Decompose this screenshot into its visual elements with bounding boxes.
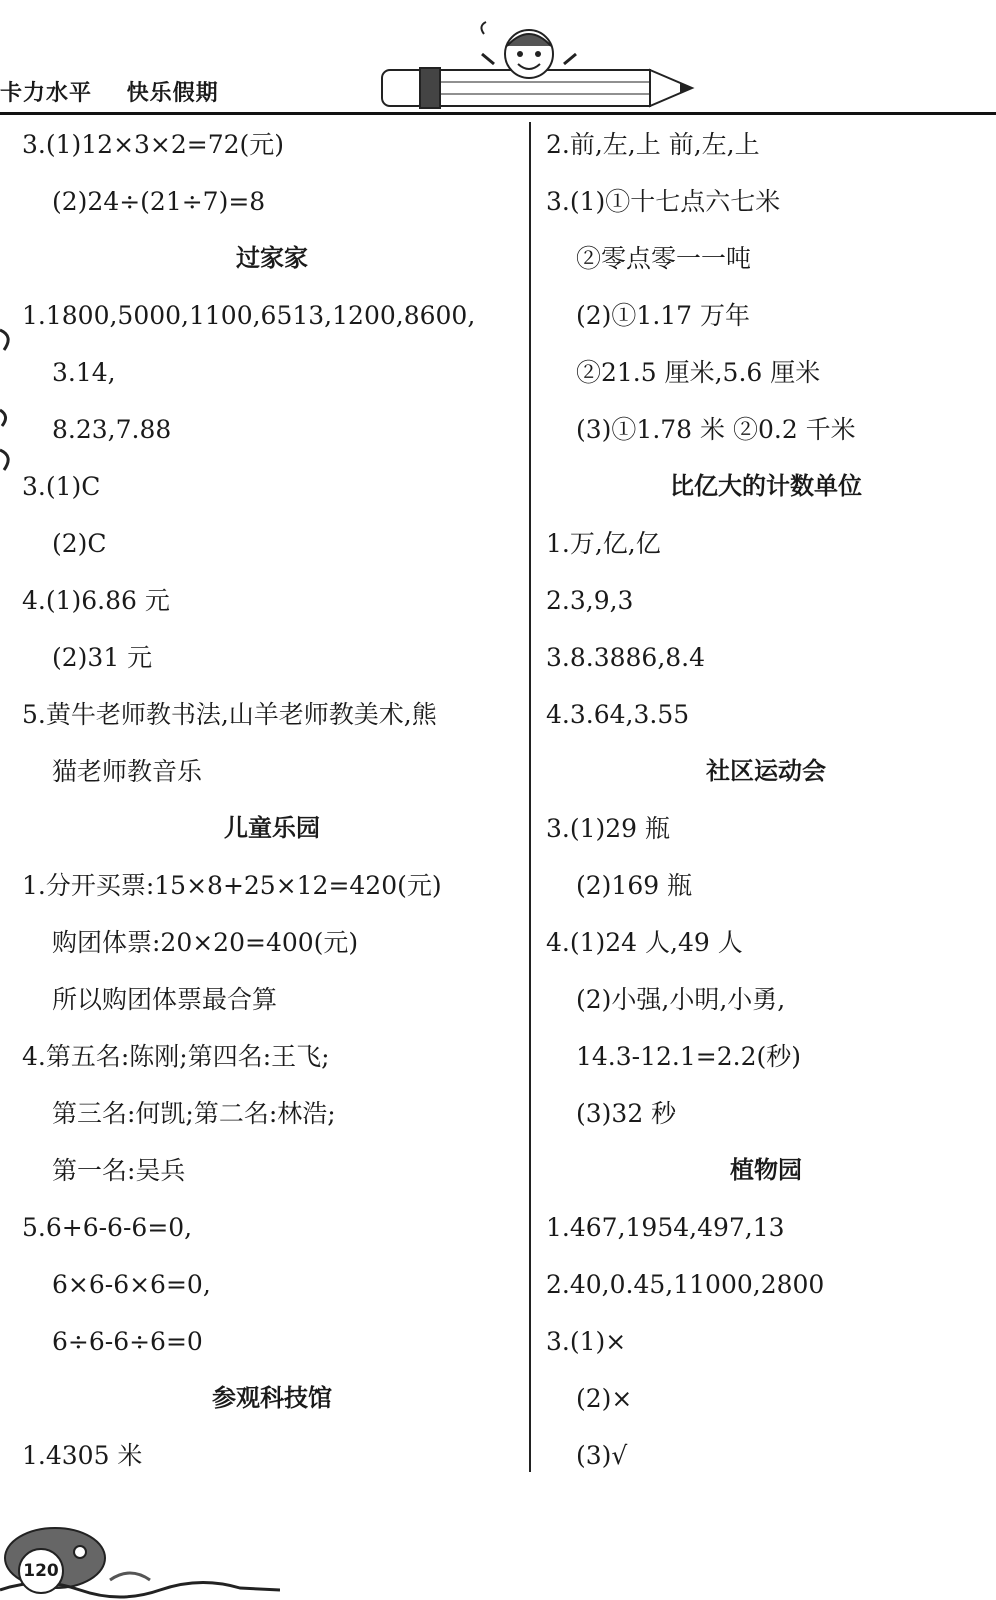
answer-line: 4.(1)24 人,49 人 — [546, 928, 743, 957]
answer-line: 猫老师教音乐 — [52, 757, 203, 786]
section-heading: 植物园 — [730, 1156, 802, 1184]
section-heading: 社区运动会 — [706, 757, 826, 785]
answer-line: 1.4305 米 — [22, 1441, 143, 1470]
section-heading: 过家家 — [236, 244, 308, 272]
answer-line: 第一名:吴兵 — [52, 1156, 186, 1185]
section-heading: 参观科技馆 — [212, 1384, 332, 1412]
answer-line: ②零点零一一吨 — [576, 244, 752, 273]
answer-line: 6×6-6×6=0, — [52, 1270, 211, 1299]
answer-line: (2)小强,小明,小勇, — [576, 985, 786, 1014]
answer-line: (3)32 秒 — [576, 1099, 677, 1128]
answer-line: 3.8.3886,8.4 — [546, 643, 706, 672]
answer-line: (2)①1.17 万年 — [576, 301, 751, 330]
answer-line: 4.3.64,3.55 — [546, 700, 690, 729]
answer-line: 5.6+6-6-6=0, — [22, 1213, 193, 1242]
answer-line: 3.(1)29 瓶 — [546, 814, 671, 843]
right-column — [546, 116, 986, 1484]
header-title: 卡力水平 快乐假期 — [0, 81, 219, 106]
left-column — [22, 116, 522, 1484]
answer-line: 4.(1)6.86 元 — [22, 586, 170, 615]
answer-line: (3)①1.78 米 ②0.2 千米 — [576, 415, 856, 444]
answer-line: 3.14, — [52, 358, 116, 387]
answer-line: 4.第五名:陈刚;第四名:王飞; — [22, 1042, 330, 1071]
answer-line: 3.(1)①十七点六七米 — [546, 187, 781, 216]
answer-line: 第三名:何凯;第二名:林浩; — [52, 1099, 336, 1128]
answer-line: 3.(1)12×3×2=72(元) — [22, 130, 285, 159]
header-rule — [0, 112, 996, 115]
answer-line: 所以购团体票最合算 — [52, 985, 278, 1014]
answer-line: 1.467,1954,497,13 — [546, 1213, 785, 1242]
column-divider — [529, 122, 531, 1472]
answer-line: ②21.5 厘米,5.6 厘米 — [576, 358, 821, 387]
section-heading: 比亿大的计数单位 — [670, 472, 862, 500]
page-number: 120 — [18, 1548, 64, 1594]
answer-line: 1.1800,5000,1100,6513,1200,8600, — [22, 301, 476, 330]
section-heading: 儿童乐园 — [224, 814, 320, 842]
answer-line: 1.万,亿,亿 — [546, 529, 661, 558]
answer-line: 购团体票:20×20=400(元) — [52, 928, 359, 957]
decoration-icon — [0, 320, 16, 480]
answer-line: (2)× — [576, 1384, 633, 1413]
answer-line: 3.(1)× — [546, 1327, 627, 1356]
answer-line: (3)√ — [576, 1441, 628, 1470]
answer-line: 8.23,7.88 — [52, 415, 172, 444]
answer-line: (2)C — [52, 529, 107, 558]
answer-line: 5.黄牛老师教书法,山羊老师教美术,熊 — [22, 700, 437, 729]
answer-line: 6÷6-6÷6=0 — [52, 1327, 203, 1356]
answer-line: 2.40,0.45,11000,2800 — [546, 1270, 825, 1299]
answer-line: 2.3,9,3 — [546, 586, 634, 615]
answer-line: (2)31 元 — [52, 643, 153, 672]
answer-line: 14.3-12.1=2.2(秒) — [576, 1042, 801, 1071]
mascot-icon — [474, 18, 584, 88]
answer-line: 3.(1)C — [22, 472, 101, 501]
answer-line: 1.分开买票:15×8+25×12=420(元) — [22, 871, 442, 900]
answer-line: (2)24÷(21÷7)=8 — [52, 187, 266, 216]
answer-line: (2)169 瓶 — [576, 871, 693, 900]
answer-line: 2.前,左,上 前,左,上 — [546, 130, 760, 159]
